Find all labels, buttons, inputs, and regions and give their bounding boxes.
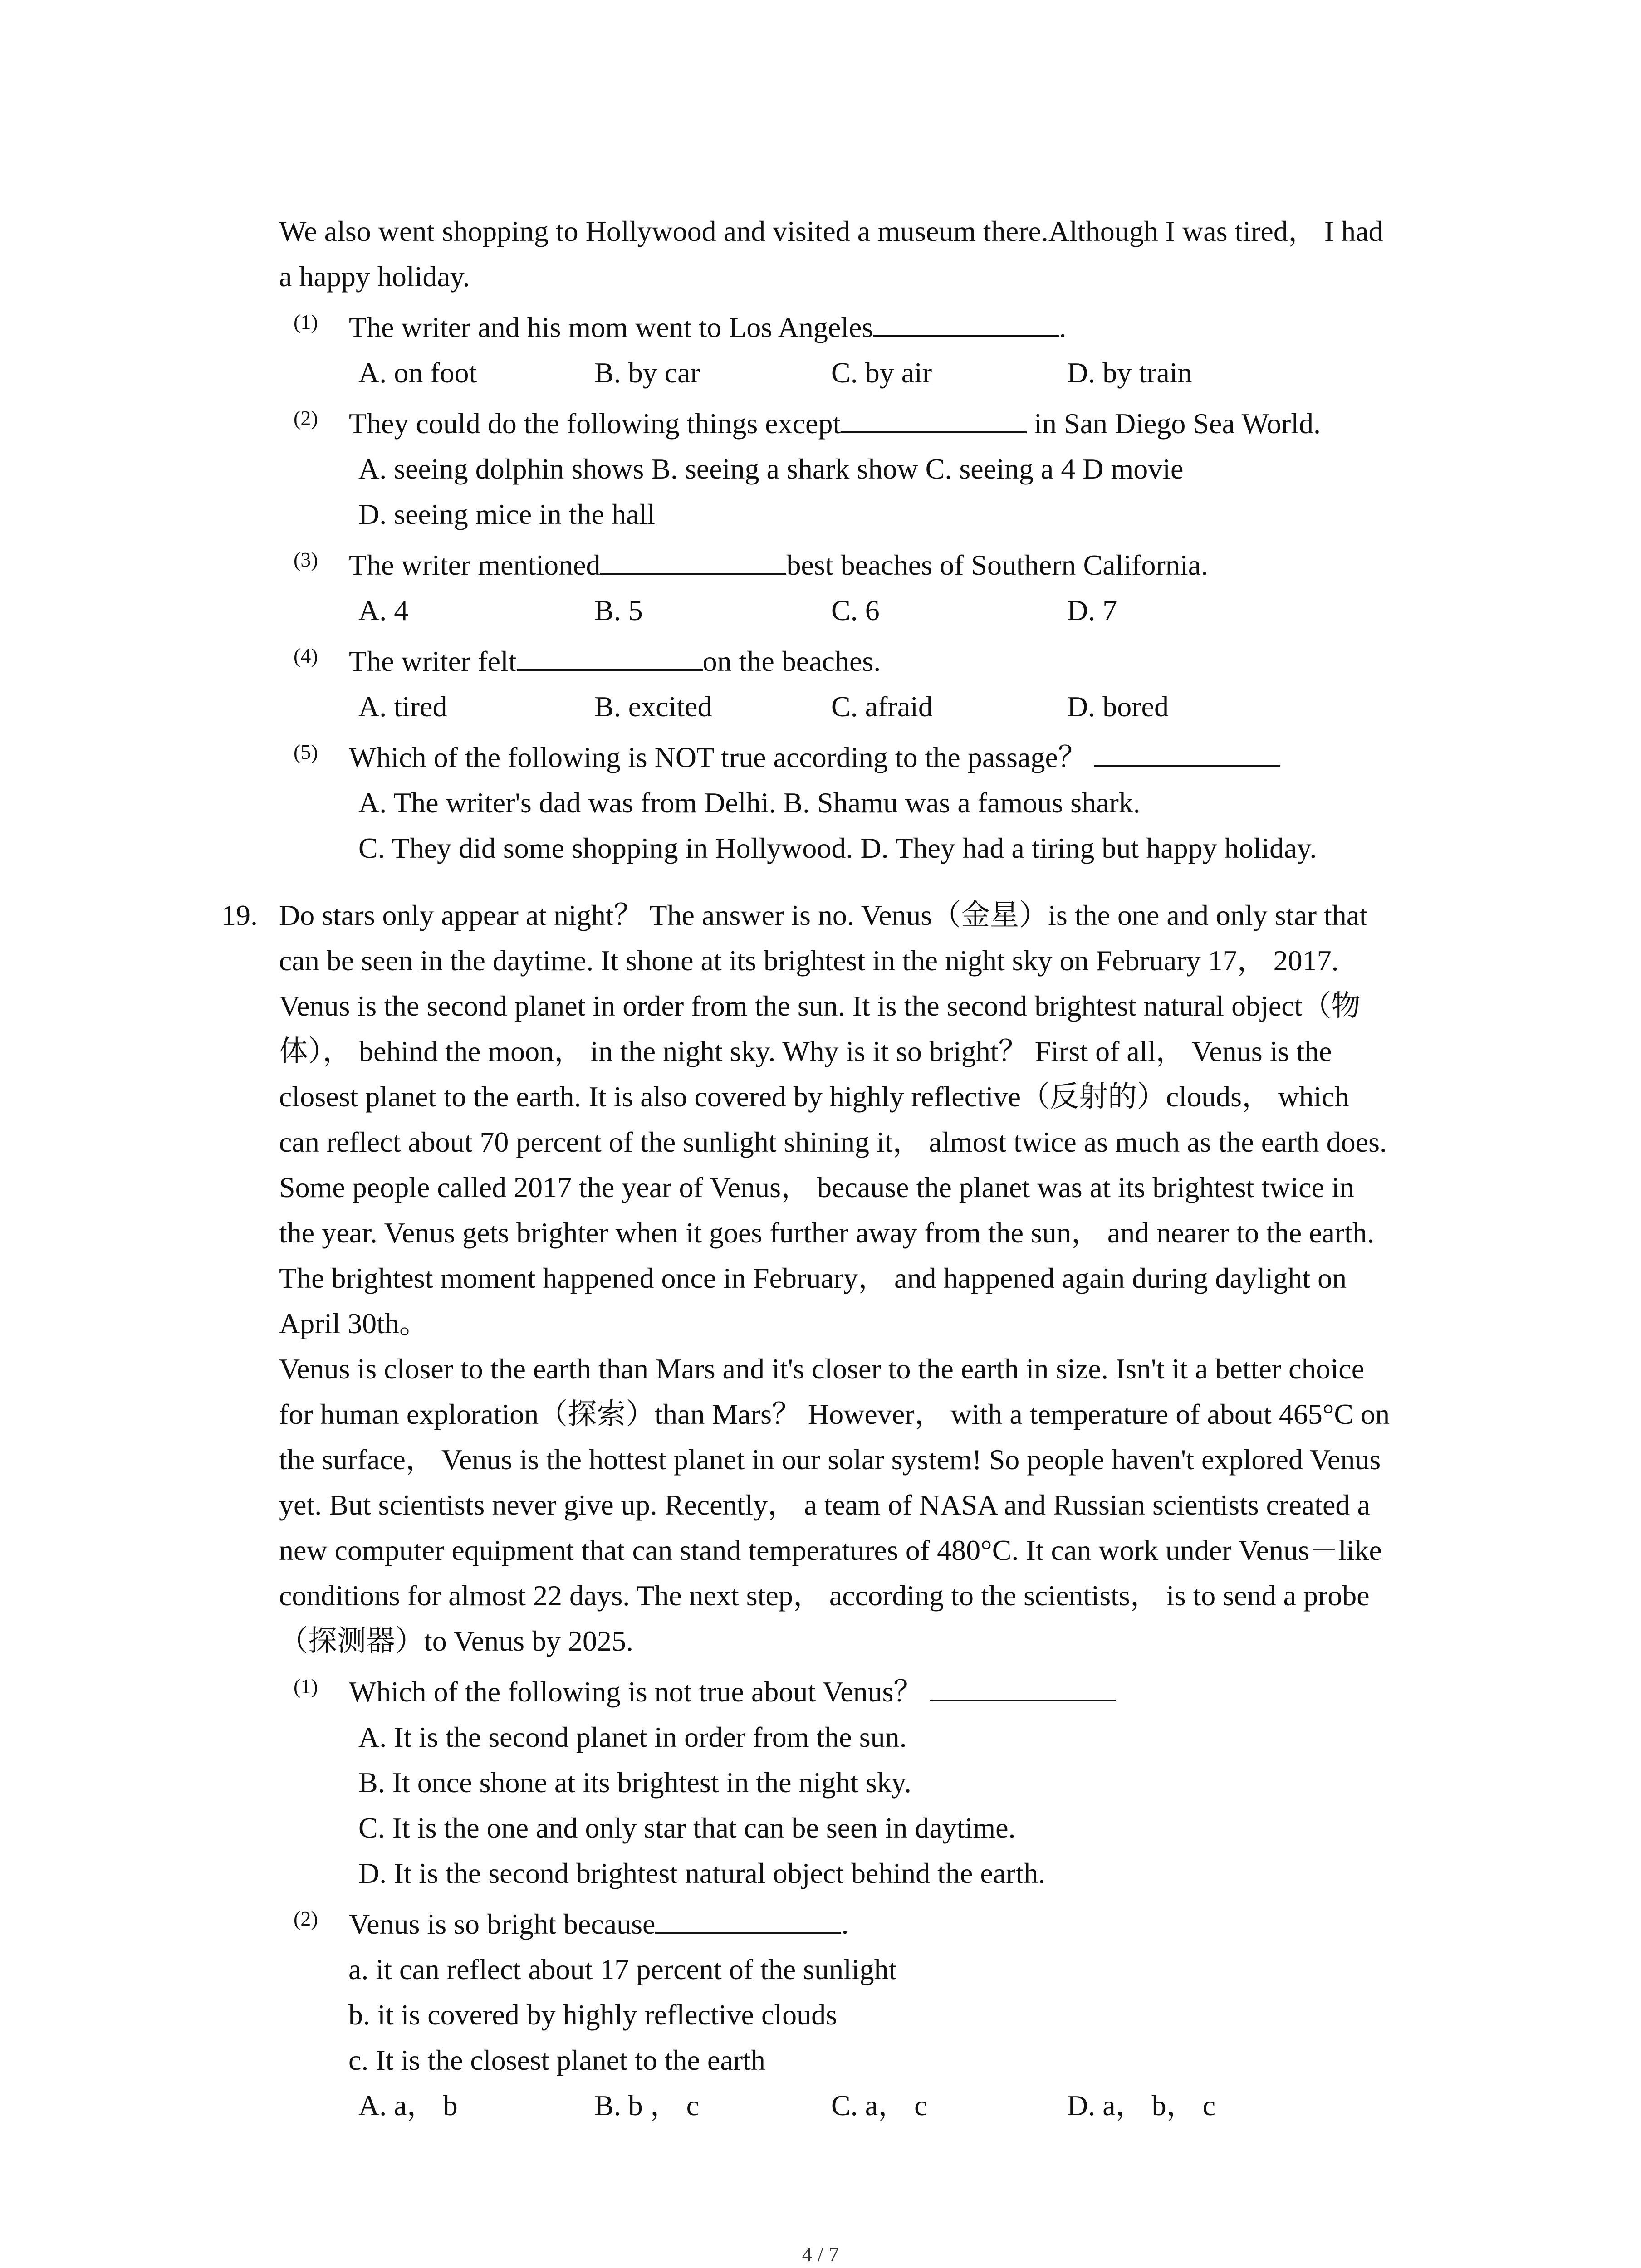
q19-sub2-text-after: . — [841, 1908, 849, 1940]
passage-line: can be seen in the daytime. It shone at its brightest in the night sky on February 17， 2017. — [279, 944, 1339, 977]
passage-line: April 30th。 — [279, 1307, 428, 1339]
passage-line: The brightest moment happened once in February， and happened again during daylight on — [279, 1262, 1347, 1294]
option-d[interactable]: D. 7 — [1067, 594, 1117, 626]
option-d[interactable]: D. by train — [1067, 357, 1192, 389]
q18-sub1-text-after: . — [1059, 311, 1067, 343]
option-b[interactable]: B. 5 — [594, 594, 643, 626]
statement-b: b. it is covered by highly reflective clouds — [348, 1999, 838, 2031]
q18-sub2-text: They could do the following things except — [349, 407, 841, 440]
q18-sub4-text-after: on the beaches. — [702, 645, 881, 677]
option-d[interactable]: D. a， b， c — [1067, 2089, 1216, 2121]
option-c[interactable]: C. afraid — [831, 690, 933, 723]
q18-sub3-text-after: best beaches of Southern California. — [786, 549, 1208, 581]
passage-line: for human exploration（探索）than Mars？ However， with a temperature of about 465°C on — [279, 1398, 1390, 1430]
passage-line: new computer equipment that can stand temperatures of 480°C. It can work under Venus－like — [279, 1534, 1382, 1566]
passage-line: Venus is closer to the earth than Mars and it's closer to the earth in size. Isn't it a better choice — [279, 1353, 1365, 1385]
q18-sub4-text: The writer felt — [349, 645, 517, 677]
q18-sub5-options-line1: A. The writer's dad was from Delhi. B. Shamu was a famous shark. — [358, 787, 1141, 819]
passage-line: yet. But scientists never give up. Recently， a team of NASA and Russian scientists created a — [279, 1489, 1370, 1521]
q18-sub4-number: (4) — [294, 644, 318, 667]
q18-sub2-options-line2: D. seeing mice in the hall — [358, 498, 656, 530]
option-a[interactable]: A. It is the second planet in order from the sun. — [358, 1721, 907, 1753]
passage-line: conditions for almost 22 days. The next step， according to the scientists， is to send a probe — [279, 1579, 1370, 1612]
passage-line: Venus is the second planet in order from the sun. It is the second brightest natural object（物 — [279, 990, 1361, 1022]
option-c[interactable]: C. by air — [831, 357, 932, 389]
q19-sub1-number: (1) — [294, 1675, 318, 1698]
answer-blank[interactable] — [841, 406, 1027, 433]
q18-sub2-options-line1: A. seeing dolphin shows B. seeing a shark show C. seeing a 4 D movie — [358, 453, 1184, 485]
q19-sub2-text: Venus is so bright because — [349, 1908, 656, 1940]
answer-blank[interactable] — [655, 1906, 841, 1934]
q18-sub5-options-line2: C. They did some shopping in Hollywood. D. They had a tiring but happy holiday. — [358, 832, 1317, 864]
page-number: 4 / 7 — [802, 2243, 839, 2266]
answer-blank[interactable] — [517, 644, 703, 671]
q18-sub2-text-after: in San Diego Sea World. — [1027, 407, 1321, 440]
q18-sub5-text: Which of the following is NOT true according to the passage？ — [349, 741, 1094, 773]
option-a[interactable]: A. a， b — [358, 2089, 458, 2121]
option-a[interactable]: A. 4 — [358, 594, 409, 626]
answer-blank[interactable] — [873, 310, 1059, 337]
q19-sub2-number: (2) — [294, 1907, 318, 1930]
passage-line: （探测器）to Venus by 2025. — [279, 1625, 634, 1657]
answer-blank[interactable] — [930, 1674, 1116, 1701]
answer-blank[interactable] — [1094, 740, 1280, 767]
q18-sub1-number: (1) — [294, 310, 318, 333]
answer-blank[interactable] — [600, 547, 786, 575]
option-c[interactable]: C. It is the one and only star that can be seen in daytime. — [358, 1812, 1016, 1844]
passage-line: the surface， Venus is the hottest planet in our solar system! So people haven't explored Venus — [279, 1443, 1381, 1476]
option-d[interactable]: D. bored — [1067, 690, 1169, 723]
passage-line: Do stars only appear at night？ The answer is no. Venus（金星）is the one and only star that — [279, 899, 1367, 931]
option-b[interactable]: B. b ， c — [594, 2089, 700, 2121]
option-c[interactable]: C. a， c — [831, 2089, 927, 2121]
q18-sub3-text: The writer mentioned — [349, 549, 601, 581]
statement-a: a. it can reflect about 17 percent of the sunlight — [348, 1953, 897, 1985]
intro-line-1: We also went shopping to Hollywood and visited a museum there.Although I was tired， I had — [279, 215, 1383, 247]
passage-line: the year. Venus gets brighter when it goes further away from the sun， and nearer to the earth. — [279, 1217, 1375, 1249]
option-a[interactable]: A. tired — [358, 690, 447, 723]
q18-sub1-text: The writer and his mom went to Los Angeles — [349, 311, 873, 343]
intro-line-2: a happy holiday. — [279, 260, 470, 293]
option-b[interactable]: B. excited — [594, 690, 712, 723]
statement-c: c. It is the closest planet to the earth — [348, 2044, 765, 2076]
question-number-19: 19. — [221, 899, 258, 931]
q18-sub3-number: (3) — [294, 548, 318, 571]
option-b[interactable]: B. It once shone at its brightest in the night sky. — [358, 1766, 911, 1799]
option-c[interactable]: C. 6 — [831, 594, 880, 626]
q19-sub1-text: Which of the following is not true about Venus？ — [349, 1676, 930, 1708]
passage-line: closest planet to the earth. It is also covered by highly reflective（反射的）clouds， which — [279, 1080, 1349, 1113]
q18-sub5-number: (5) — [294, 740, 318, 763]
option-b[interactable]: B. by car — [594, 357, 700, 389]
q18-sub2-number: (2) — [294, 406, 318, 430]
passage-line: Some people called 2017 the year of Venus， because the planet was at its brightest twice in — [279, 1171, 1354, 1203]
passage-line: can reflect about 70 percent of the sunlight shining it， almost twice as much as the earth does. — [279, 1126, 1387, 1158]
option-a[interactable]: A. on foot — [358, 357, 477, 389]
option-d[interactable]: D. It is the second brightest natural object behind the earth. — [358, 1857, 1046, 1889]
passage-line: 体）， behind the moon， in the night sky. Why is it so bright？ First of all， Venus is the — [279, 1035, 1332, 1067]
